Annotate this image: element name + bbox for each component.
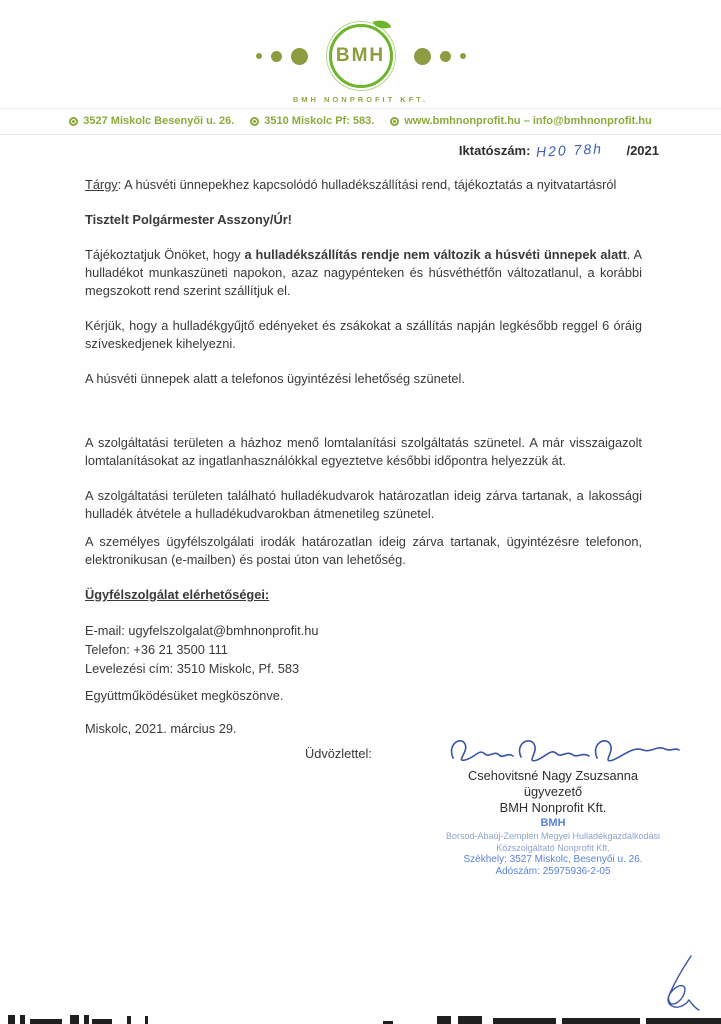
scan-artifact-strip: [0, 1012, 721, 1024]
signer-title: ügyvezető: [523, 784, 583, 799]
handwritten-reference-number: H20 78h: [536, 140, 604, 160]
stamp-company-full-name: Borsod-Abaúj-Zemplén Megyei Hulladékgazdálkodási: [445, 831, 661, 841]
logo-dot-icon: [291, 48, 308, 65]
stamp-company-type: Közszolgáltató Nonprofit Kft.: [496, 843, 610, 853]
address-item: [69, 115, 234, 127]
letterhead: [0, 24, 721, 104]
contact-heading: Ügyfélszolgálat elérhetőségei:: [85, 587, 270, 602]
logo-text: BMH: [335, 45, 386, 66]
address-item: [390, 115, 651, 127]
contact-mail-address: Levelezési cím: 3510 Miskolc, Pf. 583: [85, 661, 300, 676]
address-text: 3527 Miskolc Besenyői u. 26.: [83, 115, 235, 127]
logo-dot-icon: [271, 51, 282, 62]
greeting-line: Tisztelt Polgármester Asszony/Úr!: [85, 212, 292, 227]
signature-block: [393, 732, 713, 878]
website-email-text: www.bmhnonprofit.hu – info@bmhnonprofit.hu: [404, 115, 652, 127]
paragraph-1-pre: Tájékoztatjuk Önöket, hogy: [85, 247, 245, 262]
thanks-line: Együttműködésüket megköszönve.: [85, 688, 284, 703]
paragraph-4: A szolgáltatási területen a házhoz menő lomtalanítási szolgáltatás szünetel. A már visszaigazolt lomtalanításokat az ingatlanhasználókkal egyeztetve későbbi időpontra helyezzük át.: [85, 435, 642, 468]
logo-caption: BMH NONPROFIT KFT.: [292, 95, 429, 104]
stamp-headquarters: Székhely: 3527 Miskolc, Besenyői u. 26.: [463, 854, 643, 865]
logo-circle: [329, 24, 393, 88]
signature-stroke-icon: [443, 732, 683, 770]
bullet-dot-icon: [69, 117, 78, 126]
letter-body: [85, 176, 642, 780]
initial-stroke-icon: [649, 952, 703, 1012]
bullet-dot-icon: [390, 117, 399, 126]
bullet-dot-icon: [250, 117, 259, 126]
signer-company: BMH Nonprofit Kft.: [499, 800, 607, 815]
address-text: 3510 Miskolc Pf: 583.: [264, 115, 375, 127]
stamp-tax-number: Adószám: 25975936-2-05: [495, 866, 611, 877]
logo-dot-icon: [440, 51, 451, 62]
contact-email: E-mail: ugyfelszolgalat@bmhnonprofit.hu: [85, 623, 319, 638]
stamp-bmh-text: BMH: [540, 817, 566, 829]
company-stamp: [393, 817, 713, 878]
reference-year: /2021: [626, 143, 659, 158]
logo-dot-icon: [460, 53, 466, 59]
reference-label: Iktatószám:: [458, 143, 531, 158]
letterhead-address-band: [0, 108, 721, 135]
subject-text: : A húsvéti ünnepekhez kapcsolódó hulladékszállítási rend, tájékoztatás a nyitvatartásról: [117, 177, 617, 192]
signer-name: Csehovitsné Nagy Zsuzsanna: [467, 768, 638, 783]
reference-number-line: [459, 142, 659, 158]
contact-phone: Telefon: +36 21 3500 111: [85, 642, 228, 657]
date-line: Miskolc, 2021. március 29.: [85, 721, 237, 736]
subject-line: [85, 176, 642, 194]
subject-label: Tárgy: [85, 177, 118, 192]
paragraph-3: A húsvéti ünnepek alatt a telefonos ügyintézési lehetőség szünetel.: [85, 371, 465, 386]
paragraph-5: A szolgáltatási területen található hulladékudvarok határozatlan ideig zárva tartanak, a lakossági hulladék átvétele a hulladékudvarokban átmenetileg szünetel.: [85, 488, 642, 521]
logo-dot-icon: [414, 48, 431, 65]
paragraph-2: Kérjük, hogy a hulladékgyűjtő edényeket és zsákokat a szállítás napján legkésőbb reggel 6 óráig szíveskedjenek kihelyezni.: [85, 318, 642, 351]
paragraph-1-post: . A hulladékot munkaszüneti napokon, azaz nagypénteken és húsvéthétfőn változatlanul, a korábbi megszokott rend szerint szállítjuk el.: [85, 247, 642, 298]
salutation-line: Üdvözlettel:: [305, 746, 372, 761]
bmh-logo: [0, 24, 721, 88]
paragraph-1-bold: a hulladékszállítás rendje nem változik a húsvéti ünnepek alatt: [244, 247, 627, 262]
paragraph-6: A személyes ügyfélszolgálati irodák határozatlan ideig zárva tartanak, ügyintézésre telefonon, elektronikusan (e-mailben) és postai úton van lehetőség.: [85, 534, 642, 567]
leaf-icon: [372, 17, 391, 32]
logo-dot-icon: [256, 53, 262, 59]
address-item: [250, 115, 374, 127]
handwritten-initial: [649, 952, 703, 1017]
paragraph-1: [85, 246, 642, 300]
